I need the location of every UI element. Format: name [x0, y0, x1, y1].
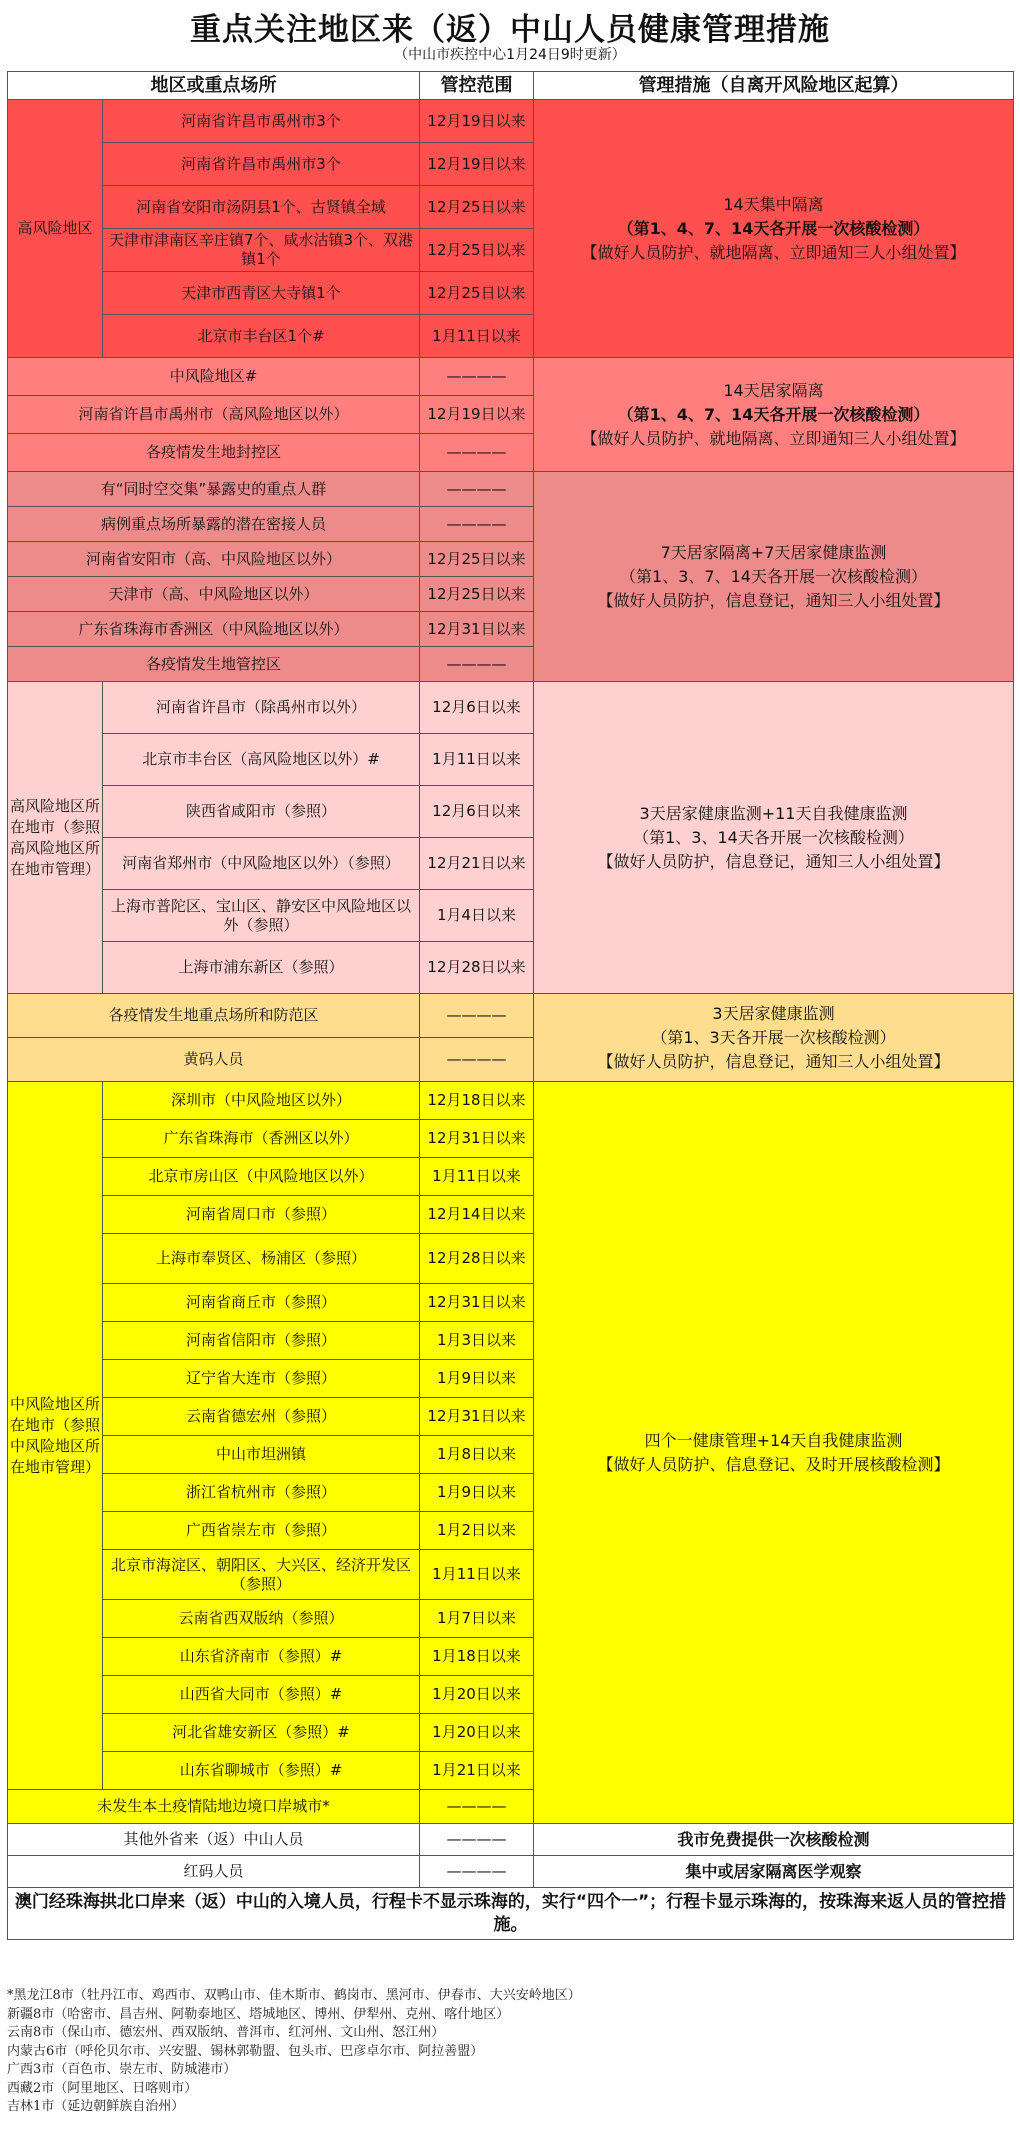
footnote-line: 广西3市（百色市、崇左市、防城港市）	[7, 2062, 237, 2077]
place-cell: 各疫情发生地重点场所和防范区	[8, 994, 420, 1038]
measure-line: 【做好人员防护，信息登记，通知三人小组处置】	[597, 590, 950, 610]
measure-cell: 我市免费提供一次核酸检测	[534, 1824, 1014, 1856]
measure-line: 【做好人员防护，信息登记，通知三人小组处置】	[597, 851, 950, 871]
place-cell: 天津市西青区大寺镇1个	[103, 272, 420, 315]
footnotes	[7, 1987, 1013, 2117]
range-cell: ————	[420, 507, 534, 542]
measure-line: （第1、3天各开展一次核酸检测）	[651, 1027, 896, 1047]
footnote-line: 新疆8市（哈密市、昌吉州、阿勒泰地区、塔城地区、博州、伊犁州、克州、喀什地区）	[7, 2006, 510, 2022]
header-row	[8, 72, 1014, 100]
place-cell: 北京市房山区（中风险地区以外）	[103, 1158, 420, 1196]
place-cell: 各疫情发生地管控区	[8, 647, 420, 682]
place-cell: 上海市普陀区、宝山区、静安区中风险地区以外（参照）	[103, 890, 420, 942]
place-cell: 山东省济南市（参照）#	[103, 1638, 420, 1676]
measure-line: 7天居家隔离+7天居家健康监测	[660, 542, 887, 562]
range-cell: 1月11日以来	[420, 1158, 534, 1196]
measures-table	[7, 71, 1014, 1940]
place-cell: 深圳市（中风险地区以外）	[103, 1082, 420, 1120]
measure-line: 3天居家健康监测	[712, 1003, 835, 1023]
table-row	[8, 1082, 1014, 1120]
range-cell: 1月9日以来	[420, 1360, 534, 1398]
place-cell: 红码人员	[8, 1856, 420, 1888]
range-cell: ————	[420, 647, 534, 682]
range-cell: ————	[420, 434, 534, 472]
place-cell: 浙江省杭州市（参照）	[103, 1474, 420, 1512]
range-cell: ————	[420, 472, 534, 507]
place-cell: 河南省安阳市汤阴县1个、古贤镇全域	[103, 186, 420, 229]
header-measure: 管理措施（自离开风险地区起算）	[534, 72, 1014, 100]
place-cell: 上海市奉贤区、杨浦区（参照）	[103, 1234, 420, 1284]
place-cell: 各疫情发生地封控区	[8, 434, 420, 472]
macau-note: 澳门经珠海拱北口岸来（返）中山的入境人员，行程卡不显示珠海的，实行“四个一”；行程卡显示珠海的，按珠海来返人员的管控措施。	[8, 1888, 1014, 1940]
range-cell: 12月25日以来	[420, 542, 534, 577]
range-cell: ————	[420, 1856, 534, 1888]
place-cell: 山西省大同市（参照）#	[103, 1676, 420, 1714]
place-cell: 黄码人员	[8, 1038, 420, 1082]
range-cell: 12月19日以来	[420, 396, 534, 434]
table-row	[8, 358, 1014, 396]
table-row	[8, 472, 1014, 507]
range-cell: 1月18日以来	[420, 1638, 534, 1676]
header-range: 管控范围	[420, 72, 534, 100]
range-cell: 12月14日以来	[420, 1196, 534, 1234]
region-category: 高风险地区所在地市（参照高风险地区所在地市管理）	[8, 682, 103, 994]
place-cell: 病例重点场所暴露的潜在密接人员	[8, 507, 420, 542]
place-cell: 广西省崇左市（参照）	[103, 1512, 420, 1550]
place-cell: 天津市津南区辛庄镇7个、咸水沽镇3个、双港镇1个	[103, 229, 420, 272]
range-cell: 12月28日以来	[420, 1234, 534, 1284]
place-cell: 河北省雄安新区（参照）#	[103, 1714, 420, 1752]
range-cell: 12月6日以来	[420, 682, 534, 734]
measure-cell	[534, 1082, 1014, 1824]
range-cell: 12月25日以来	[420, 577, 534, 612]
place-cell: 云南省德宏州（参照）	[103, 1398, 420, 1436]
range-cell: 1月3日以来	[420, 1322, 534, 1360]
range-cell: 1月9日以来	[420, 1474, 534, 1512]
place-cell: 未发生本土疫情陆地边境口岸城市*	[8, 1790, 420, 1824]
measure-line: 14天居家隔离	[723, 380, 824, 400]
table-row	[8, 1824, 1014, 1856]
range-cell: 12月31日以来	[420, 1398, 534, 1436]
range-cell: ————	[420, 994, 534, 1038]
range-cell: ————	[420, 358, 534, 396]
range-cell: 12月25日以来	[420, 229, 534, 272]
place-cell: 上海市浦东新区（参照）	[103, 942, 420, 994]
measure-line: （第1、4、7、14天各开展一次核酸检测）	[617, 218, 930, 238]
footnote-line: 吉林1市（延边朝鲜族自治州）	[7, 2099, 185, 2114]
range-cell: 12月25日以来	[420, 272, 534, 315]
macau-note-row	[8, 1888, 1014, 1940]
place-cell: 北京市海淀区、朝阳区、大兴区、经济开发区（参照）	[103, 1550, 420, 1600]
table-row	[8, 682, 1014, 734]
place-cell: 有“同时空交集”暴露史的重点人群	[8, 472, 420, 507]
table-row	[8, 100, 1014, 143]
range-cell: ————	[420, 1038, 534, 1082]
range-cell: 12月31日以来	[420, 612, 534, 647]
measure-cell	[534, 472, 1014, 682]
range-cell: 1月21日以来	[420, 1752, 534, 1790]
place-cell: 北京市丰台区（高风险地区以外）#	[103, 734, 420, 786]
range-cell: 1月11日以来	[420, 734, 534, 786]
range-cell: 12月19日以来	[420, 143, 534, 186]
place-cell: 辽宁省大连市（参照）	[103, 1360, 420, 1398]
place-cell: 云南省西双版纳（参照）	[103, 1600, 420, 1638]
place-cell: 河南省许昌市禹州市3个	[103, 143, 420, 186]
range-cell: 1月20日以来	[420, 1714, 534, 1752]
footnote-line: 云南8市（保山市、德宏州、西双版纳、普洱市、红河州、文山州、怒江州）	[7, 2025, 445, 2040]
place-cell: 河南省安阳市（高、中风险地区以外）	[8, 542, 420, 577]
place-cell: 北京市丰台区1个#	[103, 315, 420, 358]
header-place: 地区或重点场所	[8, 72, 420, 100]
measure-line: （第1、3、14天各开展一次核酸检测）	[633, 827, 914, 847]
range-cell: 12月18日以来	[420, 1082, 534, 1120]
range-cell: 12月19日以来	[420, 100, 534, 143]
place-cell: 其他外省来（返）中山人员	[8, 1824, 420, 1856]
place-cell: 中风险地区#	[8, 358, 420, 396]
place-cell: 广东省珠海市香洲区（中风险地区以外）	[8, 612, 420, 647]
footnote-line: *黑龙江8市（牡丹江市、鸡西市、双鸭山市、佳木斯市、鹤岗市、黑河市、伊春市、大兴安岭地区）	[7, 1988, 581, 2003]
measure-cell	[534, 100, 1014, 358]
measure-line: 【做好人员防护、就地隔离、立即通知三人小组处置】	[581, 428, 966, 448]
measure-cell: 集中或居家隔离医学观察	[534, 1856, 1014, 1888]
place-cell: 河南省许昌市禹州市3个	[103, 100, 420, 143]
range-cell: 12月21日以来	[420, 838, 534, 890]
place-cell: 河南省周口市（参照）	[103, 1196, 420, 1234]
range-cell: 1月20日以来	[420, 1676, 534, 1714]
measure-cell	[534, 994, 1014, 1082]
measure-line: 【做好人员防护、就地隔离、立即通知三人小组处置】	[581, 242, 966, 262]
place-cell: 天津市（高、中风险地区以外）	[8, 577, 420, 612]
measure-cell	[534, 682, 1014, 994]
place-cell: 河南省许昌市（除禹州市以外）	[103, 682, 420, 734]
range-cell: 1月11日以来	[420, 1550, 534, 1600]
measure-line: 【做好人员防护，信息登记，通知三人小组处置】	[597, 1051, 950, 1071]
table-row	[8, 1856, 1014, 1888]
range-cell: 12月28日以来	[420, 942, 534, 994]
range-cell: ————	[420, 1824, 534, 1856]
range-cell: 12月31日以来	[420, 1284, 534, 1322]
place-cell: 河南省郑州市（中风险地区以外）（参照）	[103, 838, 420, 890]
measure-line: 【做好人员防护、信息登记、及时开展核酸检测】	[597, 1454, 950, 1474]
range-cell: 12月6日以来	[420, 786, 534, 838]
range-cell: ————	[420, 1790, 534, 1824]
footnote-line: 西藏2市（阿里地区、日喀则市）	[7, 2080, 198, 2096]
measure-line: （第1、3、7、14天各开展一次核酸检测）	[620, 566, 927, 586]
page-subtitle: （中山市疾控中心1月24日9时更新）	[394, 47, 626, 63]
page-title: 重点关注地区来（返）中山人员健康管理措施	[190, 12, 830, 48]
place-cell: 河南省信阳市（参照）	[103, 1322, 420, 1360]
region-category: 高风险地区	[8, 100, 103, 358]
measure-line: 四个一健康管理+14天自我健康监测	[644, 1430, 903, 1450]
measure-cell	[534, 358, 1014, 472]
place-cell: 山东省聊城市（参照）#	[103, 1752, 420, 1790]
place-cell: 广东省珠海市（香洲区以外）	[103, 1120, 420, 1158]
range-cell: 1月11日以来	[420, 315, 534, 358]
place-cell: 河南省商丘市（参照）	[103, 1284, 420, 1322]
table-row	[8, 994, 1014, 1038]
range-cell: 1月7日以来	[420, 1600, 534, 1638]
measure-line: 3天居家健康监测+11天自我健康监测	[639, 803, 908, 823]
region-category: 中风险地区所在地市（参照中风险地区所在地市管理）	[8, 1082, 103, 1790]
range-cell: 12月25日以来	[420, 186, 534, 229]
range-cell: 1月4日以来	[420, 890, 534, 942]
measure-line: 14天集中隔离	[723, 194, 824, 214]
measure-line: （第1、4、7、14天各开展一次核酸检测）	[617, 404, 930, 424]
place-cell: 中山市坦洲镇	[103, 1436, 420, 1474]
range-cell: 1月2日以来	[420, 1512, 534, 1550]
range-cell: 12月31日以来	[420, 1120, 534, 1158]
place-cell: 河南省许昌市禹州市（高风险地区以外）	[8, 396, 420, 434]
place-cell: 陕西省咸阳市（参照）	[103, 786, 420, 838]
footnote-line: 内蒙古6市（呼伦贝尔市、兴安盟、锡林郭勒盟、包头市、巴彦卓尔市、阿拉善盟）	[7, 2043, 484, 2059]
range-cell: 1月8日以来	[420, 1436, 534, 1474]
